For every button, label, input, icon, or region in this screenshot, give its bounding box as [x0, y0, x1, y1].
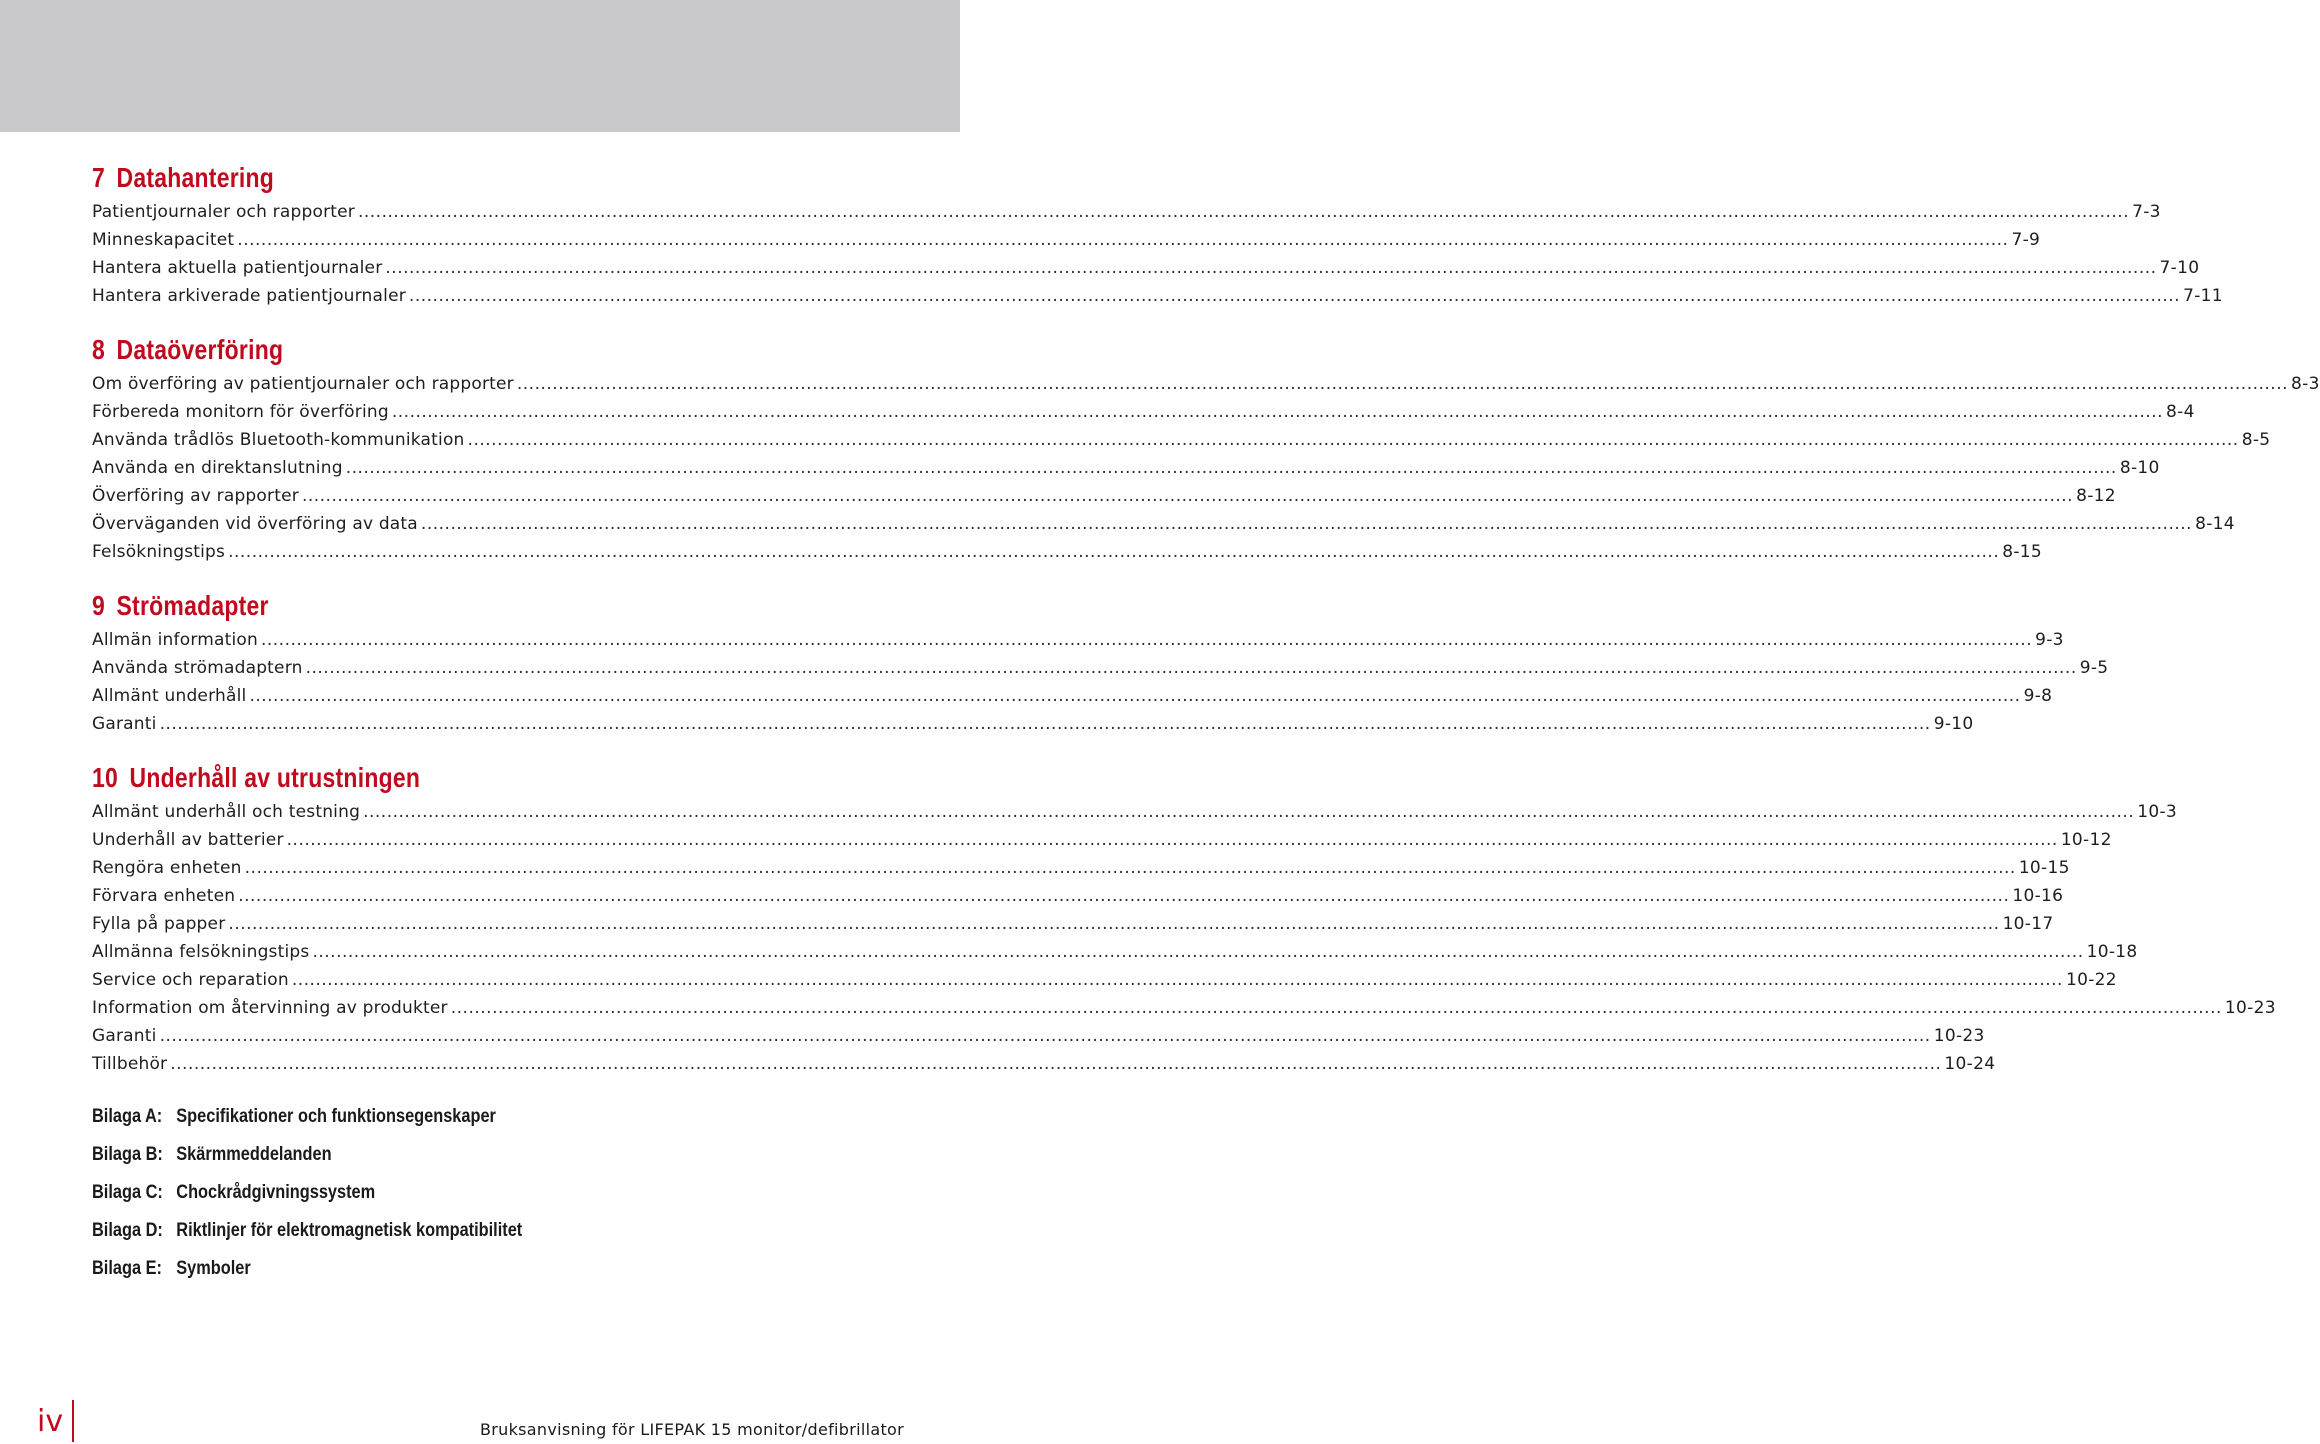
toc-entry-label: Hantera aktuella patientjournaler	[92, 258, 383, 278]
toc-entry-label: Felsökningstips	[92, 542, 226, 562]
dot-leader: ............................................................................................................................................................................................................................................................................................................	[238, 886, 2010, 906]
appendix-title: Chockrådgivningssystem	[176, 1182, 376, 1203]
toc-entry-label: Förbereda monitorn för överföring	[92, 402, 389, 422]
dot-leader: ............................................................................................................................................................................................................................................................................................................	[450, 998, 2222, 1018]
toc-entry-label: Hantera arkiverade patientjournaler	[92, 286, 406, 306]
toc-entry-label: Minneskapacitet	[92, 230, 235, 250]
toc-entry[interactable]	[92, 482, 2116, 510]
toc-entry-page: 8-14	[2195, 514, 2235, 534]
chapter-heading	[92, 330, 786, 370]
toc-entry[interactable]	[92, 426, 2271, 454]
dot-leader: ............................................................................................................................................................................................................................................................................................................	[385, 258, 2157, 278]
toc-entry-label: Allmänt underhåll	[92, 686, 247, 706]
dot-leader: ............................................................................................................................................................................................................................................................................................................	[467, 430, 2239, 450]
toc-entry-page: 9-10	[1933, 714, 1974, 734]
chapter-title: Strömadapter	[116, 590, 269, 621]
dot-leader: ............................................................................................................................................................................................................................................................................................................	[301, 486, 2074, 506]
dot-leader: ............................................................................................................................................................................................................................................................................................................	[260, 630, 2033, 650]
toc-entry[interactable]	[92, 1022, 1985, 1050]
toc-entry[interactable]	[92, 682, 2053, 710]
dot-leader: ............................................................................................................................................................................................................................................................................................................	[345, 458, 2117, 478]
appendix-key: Bilaga D:	[92, 1220, 163, 1241]
dot-leader: ............................................................................................................................................................................................................................................................................................................	[408, 286, 2181, 306]
appendix-key: Bilaga B:	[92, 1144, 163, 1165]
toc-entry[interactable]	[92, 398, 2195, 426]
toc-entry[interactable]	[92, 994, 2276, 1022]
appendix-title: Riktlinjer för elektromagnetisk kompatibilitet	[176, 1220, 523, 1241]
appendix-title: Skärmmeddelanden	[176, 1144, 332, 1165]
toc-entry-page: 8-5	[2241, 430, 2271, 450]
dot-leader: ............................................................................................................................................................................................................................................................................................................	[305, 658, 2077, 678]
appendix-key: Bilaga E:	[92, 1258, 162, 1279]
toc-entry-page: 9-8	[2023, 686, 2053, 706]
chapter-heading	[92, 586, 786, 626]
toc-entry[interactable]	[92, 654, 2109, 682]
toc-entry-label: Garanti	[92, 714, 157, 734]
toc-entry-page: 10-23	[2224, 998, 2276, 1018]
chapter-section	[92, 586, 2109, 738]
chapter-title: Underhåll av utrustningen	[129, 762, 421, 793]
toc-entry-page: 7-10	[2159, 258, 2200, 278]
page-number: iv	[37, 1404, 64, 1439]
dot-leader: ............................................................................................................................................................................................................................................................................................................	[159, 1026, 1931, 1046]
chapter-number: 8	[92, 334, 106, 365]
chapter-heading	[92, 158, 786, 198]
toc-entry[interactable]	[92, 370, 2320, 398]
dot-leader: ............................................................................................................................................................................................................................................................................................................	[159, 714, 1931, 734]
toc-entry-page: 8-12	[2076, 486, 2116, 506]
toc-entry-page: 7-9	[2011, 230, 2041, 250]
appendix-entry[interactable]	[92, 1174, 820, 1212]
appendix-list	[92, 1098, 938, 1288]
appendix-key: Bilaga A:	[92, 1106, 163, 1127]
toc-entry-label: Service och reparation	[92, 970, 289, 990]
dot-leader: ............................................................................................................................................................................................................................................................................................................	[244, 858, 2016, 878]
dot-leader: ............................................................................................................................................................................................................................................................................................................	[291, 970, 2063, 990]
toc-entry[interactable]	[92, 454, 2160, 482]
toc-entry-label: Allmän information	[92, 630, 258, 650]
toc-entry-page: 10-16	[2012, 886, 2064, 906]
toc-entry-label: Allmänna felsökningstips	[92, 942, 310, 962]
chapter-section	[92, 330, 2320, 566]
toc-entry-label: Använda trådlös Bluetooth-kommunikation	[92, 430, 465, 450]
toc-entry-page: 10-12	[2060, 830, 2112, 850]
toc-entry-label: Förvara enheten	[92, 886, 236, 906]
chapter-title: Datahantering	[116, 162, 275, 193]
dot-leader: ............................................................................................................................................................................................................................................................................................................	[249, 686, 2021, 706]
toc-entry-label: Överväganden vid överföring av data	[92, 514, 418, 534]
chapter-number: 9	[92, 590, 106, 621]
toc-entry-page: 8-4	[2166, 402, 2195, 422]
dot-leader: ............................................................................................................................................................................................................................................................................................................	[391, 402, 2164, 422]
toc-entry-label: Underhåll av batterier	[92, 830, 284, 850]
toc-entry[interactable]	[92, 910, 2054, 938]
toc-entry[interactable]	[92, 226, 2041, 254]
appendix-entry[interactable]	[92, 1212, 820, 1250]
appendix-title: Symboler	[176, 1258, 251, 1279]
toc-entry-page: 9-3	[2035, 630, 2064, 650]
appendix-entry[interactable]	[92, 1136, 820, 1174]
toc-entry-label: Rengöra enheten	[92, 858, 242, 878]
chapter-section	[92, 158, 2223, 310]
table-of-contents	[92, 158, 2320, 1288]
toc-entry-label: Använda strömadaptern	[92, 658, 303, 678]
chapter-section	[92, 758, 2276, 1078]
dot-leader: ............................................................................................................................................................................................................................................................................................................	[228, 542, 2000, 562]
dot-leader: ............................................................................................................................................................................................................................................................................................................	[312, 942, 2084, 962]
toc-entry-label: Allmänt underhåll och testning	[92, 802, 361, 822]
toc-entry-page: 8-3	[2291, 374, 2320, 394]
header-gray-band	[0, 0, 960, 132]
toc-entry-page: 9-5	[2079, 658, 2109, 678]
toc-entry-label: Information om återvinning av produkter	[92, 998, 448, 1018]
toc-entry[interactable]	[92, 826, 2112, 854]
appendix-title: Specifikationer och funktionsegenskaper	[176, 1106, 496, 1127]
toc-entry-label: Tillbehör	[92, 1054, 168, 1074]
toc-entry[interactable]	[92, 966, 2117, 994]
toc-entry-label: Om överföring av patientjournaler och rapporter	[92, 374, 514, 394]
toc-entry-label: Fylla på papper	[92, 914, 226, 934]
appendix-entry[interactable]	[92, 1098, 820, 1136]
toc-entry-page: 10-23	[1933, 1026, 1985, 1046]
toc-entry-page: 10-15	[2018, 858, 2070, 878]
toc-entry[interactable]	[92, 882, 2064, 910]
chapter-number: 10	[92, 762, 119, 793]
toc-entry[interactable]	[92, 854, 2070, 882]
dot-leader: ............................................................................................................................................................................................................................................................................................................	[357, 202, 2130, 222]
chapter-title: Dataöverföring	[116, 334, 284, 365]
toc-entry[interactable]	[92, 710, 1974, 738]
dot-leader: ............................................................................................................................................................................................................................................................................................................	[170, 1054, 1942, 1074]
footer-divider	[72, 1400, 74, 1442]
toc-entry-label: Använda en direktanslutning	[92, 458, 343, 478]
chapter-heading	[92, 758, 786, 798]
toc-entry[interactable]	[92, 282, 2223, 310]
toc-entry[interactable]	[92, 1050, 1996, 1078]
chapter-number: 7	[92, 162, 106, 193]
toc-entry[interactable]	[92, 198, 2161, 226]
toc-entry[interactable]	[92, 938, 2138, 966]
toc-entry-page: 7-11	[2183, 286, 2223, 306]
toc-entry-page: 7-3	[2132, 202, 2161, 222]
toc-entry[interactable]	[92, 510, 2235, 538]
dot-leader: ............................................................................................................................................................................................................................................................................................................	[237, 230, 2009, 250]
toc-entry-page: 10-18	[2086, 942, 2138, 962]
appendix-entry[interactable]	[92, 1250, 820, 1288]
dot-leader: ............................................................................................................................................................................................................................................................................................................	[516, 374, 2289, 394]
toc-entry-label: Garanti	[92, 1026, 157, 1046]
toc-entry-page: 8-15	[2002, 542, 2043, 562]
toc-entry-page: 10-22	[2065, 970, 2117, 990]
toc-entry-page: 10-3	[2137, 802, 2178, 822]
toc-entry[interactable]	[92, 626, 2064, 654]
toc-entry-page: 8-10	[2119, 458, 2160, 478]
document-title: Bruksanvisning för LIFEPAK 15 monitor/defibrillator	[480, 1420, 904, 1439]
toc-entry-page: 10-17	[2002, 914, 2054, 934]
toc-entry[interactable]	[92, 254, 2200, 282]
dot-leader: ............................................................................................................................................................................................................................................................................................................	[420, 514, 2193, 534]
toc-entry-label: Patientjournaler och rapporter	[92, 202, 355, 222]
toc-entry-page: 10-24	[1944, 1054, 1996, 1074]
dot-leader: ............................................................................................................................................................................................................................................................................................................	[363, 802, 2135, 822]
toc-entry-label: Överföring av rapporter	[92, 486, 299, 506]
dot-leader: ............................................................................................................................................................................................................................................................................................................	[228, 914, 2000, 934]
appendix-key: Bilaga C:	[92, 1182, 163, 1203]
chapter-list	[92, 158, 2320, 1078]
toc-entry[interactable]	[92, 538, 2043, 566]
toc-entry[interactable]	[92, 798, 2178, 826]
dot-leader: ............................................................................................................................................................................................................................................................................................................	[286, 830, 2058, 850]
